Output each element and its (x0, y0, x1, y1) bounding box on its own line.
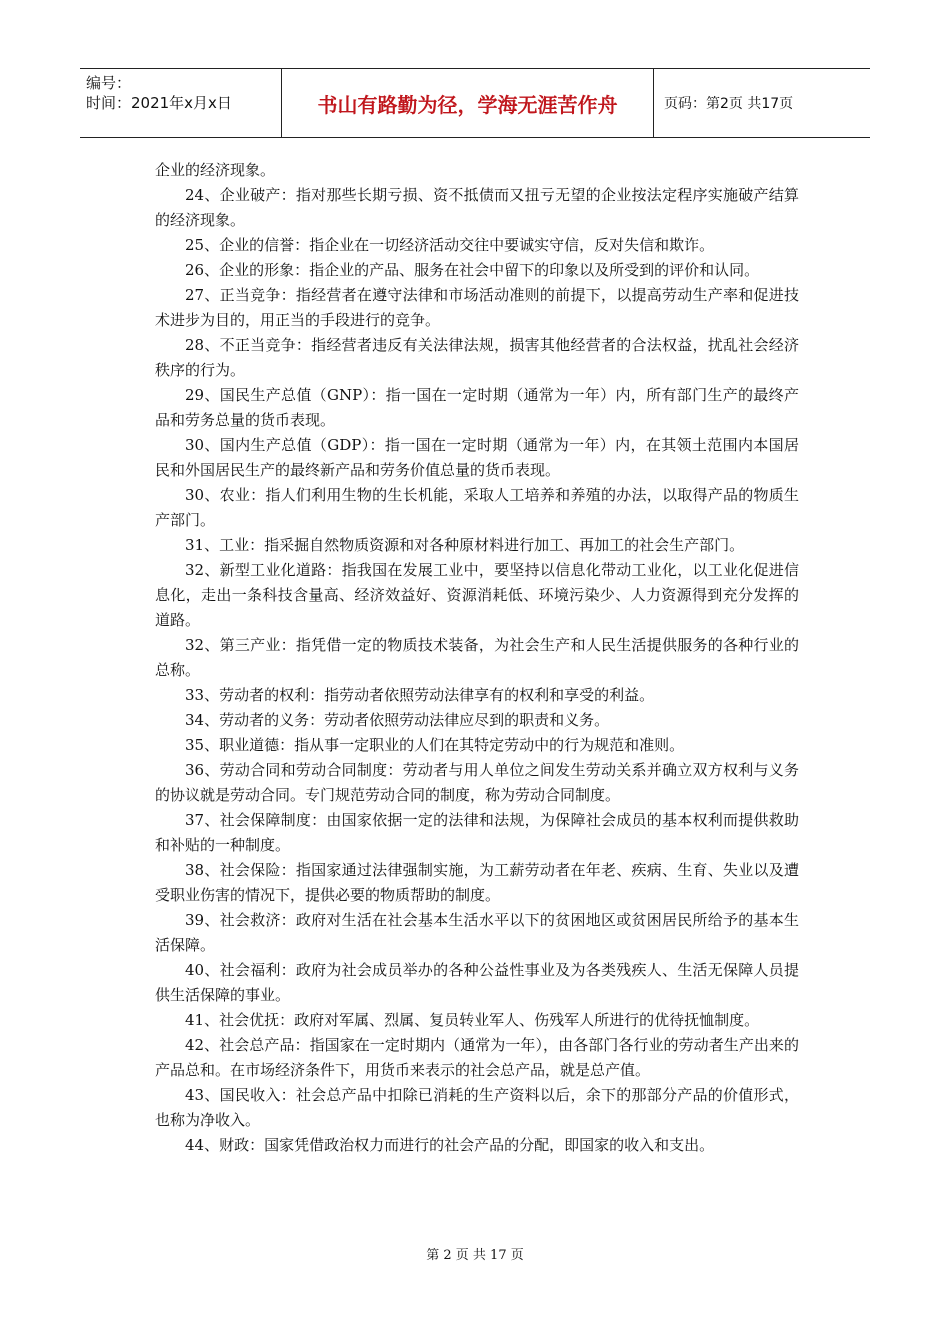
paragraph: 43、国民收入：社会总产品中扣除已消耗的生产资料以后，余下的那部分产品的价值形式，也称为净收入。 (155, 1086, 799, 1129)
document-number-label: 编号： (86, 74, 132, 92)
paragraph: 44、财政：国家凭借政治权力而进行的社会产品的分配，即国家的收入和支出。 (185, 1136, 715, 1154)
paragraph: 38、社会保险：指国家通过法律强制实施，为工薪劳动者在年老、疾病、生育、失业以及遭受职业伤害的情况下，提供必要的物质帮助的制度。 (155, 861, 799, 904)
paragraph: 25、企业的信誉：指企业在一切经济活动交往中要诚实守信，反对失信和欺诈。 (185, 236, 715, 254)
paragraph: 39、社会救济：政府对生活在社会基本生活水平以下的贫困地区或贫困居民所给予的基本生活保障。 (155, 911, 799, 954)
page-header (80, 68, 870, 138)
paragraph: 40、社会福利：政府为社会成员举办的各种公益性事业及为各类残疾人、生活无保障人员提供生活保障的事业。 (155, 961, 799, 1004)
paragraph: 27、正当竞争：指经营者在遵守法律和市场活动准则的前提下，以提高劳动生产率和促进技术进步为目的，用正当的手段进行的竞争。 (155, 286, 799, 329)
page-footer: 第 2 页 共 17 页 (426, 1248, 524, 1263)
paragraph: 33、劳动者的权利：指劳动者依照劳动法律享有的权利和享受的利益。 (185, 686, 655, 704)
paragraph: 28、不正当竞争：指经营者违反有关法律法规，损害其他经营者的合法权益，扰乱社会经济秩序的行为。 (155, 336, 799, 379)
header-page-info: 页码：第2页 共17页 (664, 96, 794, 112)
paragraph: 35、职业道德：指从事一定职业的人们在其特定劳动中的行为规范和准则。 (185, 736, 685, 754)
paragraph: 36、劳动合同和劳动合同制度：劳动者与用人单位之间发生劳动关系并确立双方权利与义务的协议就是劳动合同。专门规范劳动合同的制度，称为劳动合同制度。 (155, 761, 799, 804)
paragraph: 企业的经济现象。 (155, 161, 276, 179)
document-body (155, 158, 799, 1158)
paragraph: 31、工业：指采掘自然物质资源和对各种原材料进行加工、再加工的社会生产部门。 (185, 536, 745, 554)
paragraph: 37、社会保障制度：由国家依据一定的法律和法规，为保障社会成员的基本权利而提供救助和补贴的一种制度。 (155, 811, 799, 854)
paragraph: 32、第三产业：指凭借一定的物质技术装备，为社会生产和人民生活提供服务的各种行业的总称。 (155, 636, 799, 679)
paragraph: 29、国民生产总值（GNP）：指一国在一定时期（通常为一年）内，所有部门生产的最终产品和劳务总量的货币表现。 (155, 386, 799, 429)
paragraph: 41、社会优抚：政府对军属、烈属、复员转业军人、伤残军人所进行的优待抚恤制度。 (185, 1011, 760, 1029)
header-motto: 书山有路勤为径，学海无涯苦作舟 (282, 69, 654, 137)
paragraph: 30、国内生产总值（GDP）：指一国在一定时期（通常为一年）内，在其领土范围内本国居民和外国居民生产的最终新产品和劳务价值总量的货币表现。 (155, 436, 799, 479)
header-meta (80, 69, 282, 137)
paragraph: 30、农业：指人们利用生物的生长机能，采取人工培养和养殖的办法，以取得产品的物质生产部门。 (155, 486, 799, 529)
paragraph: 26、企业的形象：指企业的产品、服务在社会中留下的印象以及所受到的评价和认同。 (185, 261, 760, 279)
paragraph: 42、社会总产品：指国家在一定时期内（通常为一年），由各部门各行业的劳动者生产出来的产品总和。在市场经济条件下，用货币来表示的社会总产品，就是总产值。 (155, 1036, 799, 1079)
document-date: 时间：2021年x月x日 (86, 94, 232, 112)
paragraph: 24、企业破产：指对那些长期亏损、资不抵债而又扭亏无望的企业按法定程序实施破产结算的经济现象。 (155, 186, 799, 229)
paragraph: 32、新型工业化道路：指我国在发展工业中，要坚持以信息化带动工业化，以工业化促进信息化，走出一条科技含量高、经济效益好、资源消耗低、环境污染少、人力资源得到充分发挥的道路。 (155, 561, 799, 629)
paragraph: 34、劳动者的义务：劳动者依照劳动法律应尽到的职责和义务。 (185, 711, 610, 729)
